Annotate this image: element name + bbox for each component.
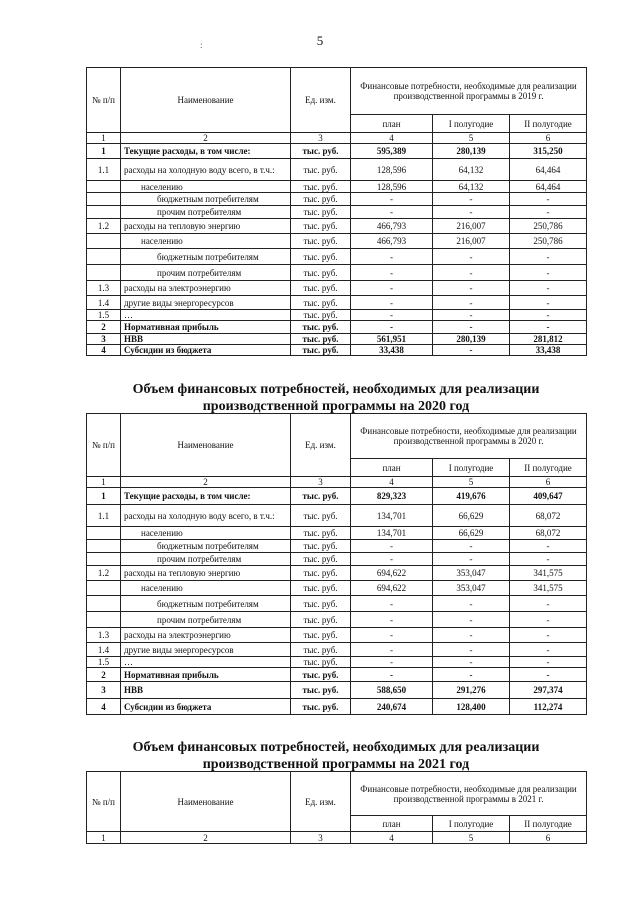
cell-unit: тыс. руб. <box>291 527 351 540</box>
cell-unit: тыс. руб. <box>291 193 351 206</box>
table-row <box>87 265 587 281</box>
cell-h2: 281,812 <box>510 334 587 345</box>
table-row <box>87 281 587 296</box>
cell-h1: - <box>433 206 510 219</box>
cell-h1: - <box>433 628 510 643</box>
col-num-6: 6 <box>510 477 587 488</box>
table-row <box>87 249 587 265</box>
cell-plan: - <box>351 281 433 296</box>
stray-mark: : <box>200 40 203 50</box>
cell-h2: - <box>510 628 587 643</box>
cell-plan: - <box>351 643 433 657</box>
col-num-3: 3 <box>291 832 351 844</box>
cell-unit: тыс. руб. <box>291 581 351 596</box>
cell-num: 1.3 <box>87 281 121 296</box>
table-row <box>87 699 587 715</box>
section-title-2021: Объем финансовых потребностей, необходимых для реализации производственной программы на 2021 год <box>132 740 540 772</box>
cell-h2: 250,786 <box>510 219 587 234</box>
cell-unit: тыс. руб. <box>291 334 351 345</box>
cell-num <box>87 181 121 193</box>
table-row <box>87 219 587 234</box>
cell-unit: тыс. руб. <box>291 345 351 356</box>
cell-h1: 280,139 <box>433 144 510 159</box>
cell-name: Нормативная прибыль <box>121 321 291 334</box>
col-num-1: 1 <box>87 133 121 144</box>
cell-num <box>87 206 121 219</box>
table-row <box>87 540 587 553</box>
cell-name: расходы на холодную воду всего, в т.ч.: <box>121 505 291 527</box>
cell-h1: 353,047 <box>433 581 510 596</box>
cell-num <box>87 596 121 612</box>
cell-plan: - <box>351 628 433 643</box>
table-row <box>87 345 587 356</box>
cell-unit: тыс. руб. <box>291 505 351 527</box>
cell-num: 3 <box>87 682 121 699</box>
cell-h2: - <box>510 249 587 265</box>
cell-h1: - <box>433 553 510 566</box>
cell-name: расходы на электроэнергию <box>121 628 291 643</box>
cell-h1: - <box>433 321 510 334</box>
header-h2: II полугодие <box>510 816 587 832</box>
cell-name: расходы на электроэнергию <box>121 281 291 296</box>
cell-name: населению <box>121 181 291 193</box>
cell-plan: 128,596 <box>351 159 433 181</box>
table-row <box>87 682 587 699</box>
cell-plan: - <box>351 540 433 553</box>
table-row <box>87 505 587 527</box>
cell-h2: - <box>510 310 587 321</box>
cell-h2: 315,250 <box>510 144 587 159</box>
table-row <box>87 206 587 219</box>
table-row <box>87 296 587 310</box>
cell-name: Текущие расходы, в том числе: <box>121 144 291 159</box>
cell-unit: тыс. руб. <box>291 281 351 296</box>
table-row <box>87 668 587 682</box>
cell-h2: 250,786 <box>510 234 587 249</box>
col-num-4: 4 <box>351 832 433 844</box>
cell-h1: 64,132 <box>433 181 510 193</box>
cell-num <box>87 553 121 566</box>
header-name: Наименование <box>121 414 291 477</box>
cell-h2: - <box>510 553 587 566</box>
cell-plan: 694,622 <box>351 581 433 596</box>
table-row <box>87 581 587 596</box>
cell-h2: - <box>510 596 587 612</box>
cell-num: 3 <box>87 334 121 345</box>
table-row <box>87 527 587 540</box>
table-row <box>87 321 587 334</box>
cell-h2: 341,575 <box>510 566 587 581</box>
cell-h1: 128,400 <box>433 699 510 715</box>
cell-h1: 66,629 <box>433 505 510 527</box>
cell-unit: тыс. руб. <box>291 265 351 281</box>
cell-unit: тыс. руб. <box>291 566 351 581</box>
cell-name: населению <box>121 581 291 596</box>
cell-plan: 561,951 <box>351 334 433 345</box>
cell-h1: - <box>433 657 510 668</box>
cell-plan: 240,674 <box>351 699 433 715</box>
header-h2: II полугодие <box>510 459 587 477</box>
cell-name: прочим потребителям <box>121 206 291 219</box>
cell-h2: 341,575 <box>510 581 587 596</box>
cell-unit: тыс. руб. <box>291 699 351 715</box>
cell-h2: 68,072 <box>510 527 587 540</box>
cell-h2: - <box>510 540 587 553</box>
table-row <box>87 596 587 612</box>
table-row <box>87 193 587 206</box>
col-num-2: 2 <box>121 133 291 144</box>
cell-name: бюджетным потребителям <box>121 193 291 206</box>
cell-name: населению <box>121 527 291 540</box>
table-row <box>87 566 587 581</box>
cell-plan: 128,596 <box>351 181 433 193</box>
cell-unit: тыс. руб. <box>291 296 351 310</box>
cell-plan: 466,793 <box>351 219 433 234</box>
cell-name: Нормативная прибыль <box>121 668 291 682</box>
cell-h1: 64,132 <box>433 159 510 181</box>
cell-num <box>87 581 121 596</box>
cell-unit: тыс. руб. <box>291 206 351 219</box>
cell-h2: - <box>510 321 587 334</box>
cell-name: населению <box>121 234 291 249</box>
cell-h2: 112,274 <box>510 699 587 715</box>
header-h2: II полугодие <box>510 115 587 133</box>
cell-num <box>87 527 121 540</box>
cell-h2: - <box>510 296 587 310</box>
col-num-3: 3 <box>291 133 351 144</box>
header-h1: I полугодие <box>433 459 510 477</box>
table-row <box>87 310 587 321</box>
cell-num <box>87 249 121 265</box>
cell-num: 1.5 <box>87 657 121 668</box>
cell-h2: 33,438 <box>510 345 587 356</box>
cell-plan: - <box>351 668 433 682</box>
cell-unit: тыс. руб. <box>291 596 351 612</box>
cell-name: расходы на тепловую энергию <box>121 566 291 581</box>
finance-table-2020 <box>86 413 587 715</box>
cell-unit: тыс. руб. <box>291 488 351 505</box>
cell-plan: 134,701 <box>351 505 433 527</box>
cell-h2: - <box>510 265 587 281</box>
cell-h2: - <box>510 612 587 628</box>
header-plan: план <box>351 459 433 477</box>
cell-plan: - <box>351 265 433 281</box>
cell-plan: 466,793 <box>351 234 433 249</box>
cell-unit: тыс. руб. <box>291 144 351 159</box>
cell-num <box>87 540 121 553</box>
cell-h2: - <box>510 657 587 668</box>
cell-num: 1.2 <box>87 566 121 581</box>
header-num: № п/п <box>87 68 121 133</box>
cell-unit: тыс. руб. <box>291 628 351 643</box>
cell-plan: - <box>351 612 433 628</box>
cell-plan: 134,701 <box>351 527 433 540</box>
cell-h2: - <box>510 193 587 206</box>
col-num-4: 4 <box>351 133 433 144</box>
cell-num: 1.5 <box>87 310 121 321</box>
col-num-2: 2 <box>121 832 291 844</box>
cell-name: другие виды энергоресурсов <box>121 296 291 310</box>
cell-name: бюджетным потребителям <box>121 249 291 265</box>
cell-plan: - <box>351 296 433 310</box>
cell-h1: - <box>433 249 510 265</box>
header-plan: план <box>351 816 433 832</box>
cell-unit: тыс. руб. <box>291 249 351 265</box>
header-num: № п/п <box>87 772 121 832</box>
cell-num: 2 <box>87 668 121 682</box>
cell-h1: 353,047 <box>433 566 510 581</box>
cell-num: 1.2 <box>87 219 121 234</box>
cell-h1: - <box>433 193 510 206</box>
cell-h1: 66,629 <box>433 527 510 540</box>
cell-name: прочим потребителям <box>121 553 291 566</box>
cell-plan: - <box>351 249 433 265</box>
cell-h1: - <box>433 310 510 321</box>
table-row <box>87 553 587 566</box>
cell-unit: тыс. руб. <box>291 181 351 193</box>
table-row <box>87 628 587 643</box>
cell-num: 4 <box>87 345 121 356</box>
table-row <box>87 159 587 181</box>
header-num: № п/п <box>87 414 121 477</box>
table-row <box>87 488 587 505</box>
cell-h2: - <box>510 668 587 682</box>
cell-h2: - <box>510 281 587 296</box>
section-title-2020: Объем финансовых потребностей, необходимых для реализации производственной программы на 2020 год <box>132 382 540 414</box>
header-name: Наименование <box>121 68 291 133</box>
cell-unit: тыс. руб. <box>291 219 351 234</box>
header-name: Наименование <box>121 772 291 832</box>
table-row <box>87 657 587 668</box>
col-num-6: 6 <box>510 133 587 144</box>
cell-unit: тыс. руб. <box>291 553 351 566</box>
cell-h1: - <box>433 668 510 682</box>
cell-h1: - <box>433 643 510 657</box>
cell-num <box>87 234 121 249</box>
header-h1: I полугодие <box>433 115 510 133</box>
header-h1: I полугодие <box>433 816 510 832</box>
table-row <box>87 144 587 159</box>
cell-unit: тыс. руб. <box>291 310 351 321</box>
cell-plan: 33,438 <box>351 345 433 356</box>
col-num-2: 2 <box>121 477 291 488</box>
cell-h2: 297,374 <box>510 682 587 699</box>
cell-h2: - <box>510 206 587 219</box>
cell-unit: тыс. руб. <box>291 234 351 249</box>
cell-h1: - <box>433 345 510 356</box>
cell-plan: 694,622 <box>351 566 433 581</box>
cell-name: НВВ <box>121 682 291 699</box>
col-num-1: 1 <box>87 477 121 488</box>
cell-num: 1 <box>87 144 121 159</box>
cell-plan: - <box>351 657 433 668</box>
cell-name: Субсидии из бюджета <box>121 345 291 356</box>
col-num-5: 5 <box>433 133 510 144</box>
cell-plan: 829,323 <box>351 488 433 505</box>
cell-h2: - <box>510 643 587 657</box>
cell-num: 2 <box>87 321 121 334</box>
cell-h1: - <box>433 540 510 553</box>
cell-plan: - <box>351 206 433 219</box>
cell-h2: 409,647 <box>510 488 587 505</box>
cell-h1: 291,276 <box>433 682 510 699</box>
cell-num: 1.1 <box>87 159 121 181</box>
table-row <box>87 334 587 345</box>
cell-h1: - <box>433 596 510 612</box>
cell-h1: - <box>433 281 510 296</box>
cell-name: … <box>121 657 291 668</box>
cell-h1: 216,007 <box>433 234 510 249</box>
cell-num: 1.4 <box>87 296 121 310</box>
col-num-5: 5 <box>433 832 510 844</box>
header-group: Финансовые потребности, необходимые для реализации производственной программы в 2019 г. <box>351 68 587 115</box>
col-num-3: 3 <box>291 477 351 488</box>
header-group: Финансовые потребности, необходимые для реализации производственной программы в 2021 г. <box>351 772 587 816</box>
col-num-6: 6 <box>510 832 587 844</box>
cell-unit: тыс. руб. <box>291 682 351 699</box>
cell-plan: - <box>351 596 433 612</box>
cell-num: 1.3 <box>87 628 121 643</box>
cell-h1: - <box>433 265 510 281</box>
cell-unit: тыс. руб. <box>291 540 351 553</box>
cell-name: расходы на тепловую энергию <box>121 219 291 234</box>
cell-unit: тыс. руб. <box>291 643 351 657</box>
cell-num <box>87 612 121 628</box>
cell-h2: 64,464 <box>510 159 587 181</box>
cell-unit: тыс. руб. <box>291 612 351 628</box>
cell-plan: - <box>351 553 433 566</box>
cell-name: бюджетным потребителям <box>121 540 291 553</box>
finance-table-2019 <box>86 67 587 356</box>
cell-num: 4 <box>87 699 121 715</box>
header-unit: Ед. изм. <box>291 772 351 832</box>
cell-name: расходы на холодную воду всего, в т.ч.: <box>121 159 291 181</box>
table-row <box>87 234 587 249</box>
cell-name: НВВ <box>121 334 291 345</box>
cell-h2: 68,072 <box>510 505 587 527</box>
header-group: Финансовые потребности, необходимые для реализации производственной программы в 2020 г. <box>351 414 587 459</box>
finance-table-2021 <box>86 771 587 844</box>
col-num-4: 4 <box>351 477 433 488</box>
cell-num: 1 <box>87 488 121 505</box>
cell-name: бюджетным потребителям <box>121 596 291 612</box>
cell-unit: тыс. руб. <box>291 159 351 181</box>
table-row <box>87 612 587 628</box>
cell-name: Субсидии из бюджета <box>121 699 291 715</box>
cell-h2: 64,464 <box>510 181 587 193</box>
cell-plan: 588,650 <box>351 682 433 699</box>
header-plan: план <box>351 115 433 133</box>
cell-unit: тыс. руб. <box>291 321 351 334</box>
cell-h1: 280,139 <box>433 334 510 345</box>
cell-num: 1.4 <box>87 643 121 657</box>
cell-h1: - <box>433 296 510 310</box>
cell-name: Текущие расходы, в том числе: <box>121 488 291 505</box>
cell-unit: тыс. руб. <box>291 657 351 668</box>
cell-plan: - <box>351 310 433 321</box>
cell-name: … <box>121 310 291 321</box>
cell-name: прочим потребителям <box>121 265 291 281</box>
header-unit: Ед. изм. <box>291 414 351 477</box>
cell-name: другие виды энергоресурсов <box>121 643 291 657</box>
cell-num <box>87 265 121 281</box>
cell-plan: 595,389 <box>351 144 433 159</box>
col-num-1: 1 <box>87 832 121 844</box>
header-unit: Ед. изм. <box>291 68 351 133</box>
cell-name: прочим потребителям <box>121 612 291 628</box>
cell-plan: - <box>351 321 433 334</box>
table-row <box>87 643 587 657</box>
col-num-5: 5 <box>433 477 510 488</box>
cell-unit: тыс. руб. <box>291 668 351 682</box>
cell-h1: 419,676 <box>433 488 510 505</box>
cell-h1: 216,007 <box>433 219 510 234</box>
table-row <box>87 181 587 193</box>
cell-num <box>87 193 121 206</box>
cell-plan: - <box>351 193 433 206</box>
cell-num: 1.1 <box>87 505 121 527</box>
page-number: 5 <box>316 33 324 48</box>
cell-h1: - <box>433 612 510 628</box>
